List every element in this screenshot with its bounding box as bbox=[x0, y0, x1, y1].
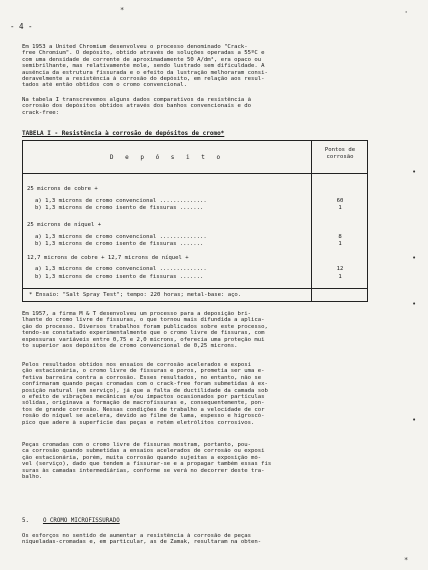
table-row-label: b) 1,3 microns de cromo isento de fissuras ....... bbox=[35, 274, 204, 280]
table-title: TABELA I - Resistência à corrosão de depósitos de cromo* bbox=[22, 130, 225, 137]
text-line: ção estacionária, porém, muita corrosão quando sujeitas a exposição mó- bbox=[22, 454, 262, 461]
text-line: ção do processo. Diversos trabalhos foram publicados sobre este processo, bbox=[22, 323, 268, 330]
text-line: semibrilhante, mas relativamente mole, sendo lustrado sem dificuldade. A bbox=[22, 63, 265, 70]
table-row-label: b) 1,3 microns de cromo isento de fissuras ....... bbox=[35, 241, 204, 247]
text-line: vel (serviço), dado que tendem a fissurar-se e a propagar também essas fis bbox=[22, 461, 272, 468]
scan-mark: * bbox=[404, 556, 409, 564]
paragraph-1 bbox=[22, 44, 378, 89]
text-line: Em 1957, a firma M & T desenvolveu um processo para a deposição bri- bbox=[22, 311, 252, 317]
text-line: o efeito de vibrações mecânicas e/ou impactos ocasionados por partículas bbox=[22, 394, 265, 401]
text-line: fetiva barreira contra a corrosão. Esses resultados, no entanto, não se bbox=[22, 374, 262, 381]
text-line: espessuras variáveis entre 0,75 e 2,0 microns, oferecia uma proteção mui bbox=[22, 336, 265, 343]
column-header-pontos-line2: corrosão bbox=[326, 154, 354, 160]
paragraph-6 bbox=[22, 533, 378, 546]
column-header-pontos-line1: Pontos de bbox=[324, 147, 356, 153]
paragraph-3 bbox=[22, 311, 378, 349]
table-row-label: a) 1,3 microns de cromo convencional .............. bbox=[35, 234, 207, 240]
paragraph-5 bbox=[22, 442, 378, 480]
text-line: ção estacionária, o cromo livre de fissuras e poros, prometia ser uma e- bbox=[22, 368, 265, 375]
text-line: niqueladas-cromadas e, em particular, as de Zamak, resultaram na obten- bbox=[22, 539, 262, 546]
text-line: posição natural (em serviço), já que a falta de ductilidade da camada sob bbox=[22, 387, 268, 394]
text-line: lhante do cromo livre de fissuras, o que tornou mais difundida a aplica- bbox=[22, 317, 265, 324]
text-line: Pelos resultados obtidos nos ensaios de corrosão acelerados e exposi bbox=[22, 362, 252, 368]
text-line: tendo-se constatado experimentalmente que o cromo livre de fissuras, com bbox=[22, 330, 265, 337]
text-line: suras às camadas intermediárias, conforme se verá no decorrer deste tra- bbox=[22, 467, 265, 474]
scan-mark: • bbox=[412, 300, 417, 308]
section-title: O CROMO MICROFISSURADO bbox=[42, 518, 120, 524]
page-number: - 4 - bbox=[10, 22, 33, 31]
table-cell-value: 1 bbox=[338, 205, 342, 211]
table-cell-value: 1 bbox=[338, 241, 342, 247]
text-line: balho. bbox=[22, 474, 43, 481]
group-heading: 25 microns de cobre + bbox=[27, 186, 98, 192]
table-cell-value: 60 bbox=[336, 198, 344, 204]
text-line: rosão do níquel se acelera, devido ao filme de lama, espesso e higroscó- bbox=[22, 413, 265, 420]
column-header-pontos bbox=[313, 147, 367, 161]
group-heading: 25 microns de níquel + bbox=[27, 222, 102, 228]
text-line: ausência da estrutura fissurada e o efeito da lustração melhoraram consi- bbox=[22, 69, 268, 76]
text-line: com uma densidade de corrente de aproximadamente 50 A/dm², era opaco ou bbox=[22, 56, 262, 63]
text-line: Em 1953 a United Chromium desenvolveu o processo denominado "Crack- bbox=[22, 44, 248, 50]
text-line: confirmaram quando peças cromadas com o crack-free foram submetidas à ex- bbox=[22, 381, 268, 388]
scan-mark: ' bbox=[404, 10, 409, 18]
table-footnote: * Ensaio: "Salt Spray Test"; tempo: 220 horas; metal-base: aço. bbox=[29, 292, 242, 298]
paragraph-4 bbox=[22, 362, 378, 426]
table-row-label: a) 1,3 microns de cromo convencional .............. bbox=[35, 198, 207, 204]
table-cell-value: 1 bbox=[338, 274, 342, 280]
text-line: tados até então obtidos com o cromo convencional. bbox=[22, 82, 188, 89]
group-heading: 12,7 microns de cobre + 12,7 microns de níquel + bbox=[27, 255, 189, 261]
text-line: deravelmente a resistência à corrosão do depósito, em relação aos resul- bbox=[22, 76, 265, 83]
scan-mark: • bbox=[412, 416, 417, 424]
paragraph-2 bbox=[22, 97, 378, 116]
table-cell-value: 12 bbox=[336, 266, 344, 272]
table-cell-value: 8 bbox=[338, 234, 342, 240]
text-line: Os esforços no sentido de aumentar a resistência à corrosão de peças bbox=[22, 533, 252, 539]
text-line: Peças cromadas com o cromo livre de fissuras mostram, portanto, pou- bbox=[22, 442, 252, 448]
table-row-label: b) 1,3 microns de cromo isento de fissuras ....... bbox=[35, 205, 204, 211]
text-line: crack-free: bbox=[22, 109, 60, 116]
text-line: corrosão dos depósitos obtidos através dos banhos convencionais e do bbox=[22, 103, 252, 110]
text-line: Na tabela I transcrevemos alguns dados comparativos da resistência à bbox=[22, 97, 252, 103]
scan-mark: • bbox=[412, 168, 417, 176]
section-heading bbox=[22, 518, 120, 524]
column-divider bbox=[311, 141, 312, 301]
text-line: tos de grande corrosão. Nessas condições de trabalho a velocidade de cor bbox=[22, 406, 265, 413]
text-line: to superior aos depósitos de cromo convencional de 0,25 microns. bbox=[22, 343, 238, 350]
text-line: sólidas, originava a formação de macrofissuras e, consequentemente, pon- bbox=[22, 400, 265, 407]
scan-mark: • bbox=[412, 254, 417, 262]
table-row-label: a) 1,3 microns de cromo convencional .............. bbox=[35, 266, 207, 272]
footer-divider bbox=[23, 288, 367, 289]
header-divider bbox=[23, 173, 367, 174]
text-line: pico que adere à superfície das peças e retém eletrólitos corrosivos. bbox=[22, 419, 255, 426]
text-line: ca corrosão quando submetidas a ensaios acelerados de corrosão ou exposi bbox=[22, 448, 265, 455]
corrosion-table bbox=[22, 140, 368, 302]
column-header-deposito: D e p ó s i t o bbox=[109, 154, 225, 161]
text-line: free Chromium". O depósito, obtido através de soluções operadas a 55ºC e bbox=[22, 50, 265, 57]
scan-mark: * bbox=[120, 6, 125, 14]
section-number: 5. bbox=[22, 518, 29, 524]
